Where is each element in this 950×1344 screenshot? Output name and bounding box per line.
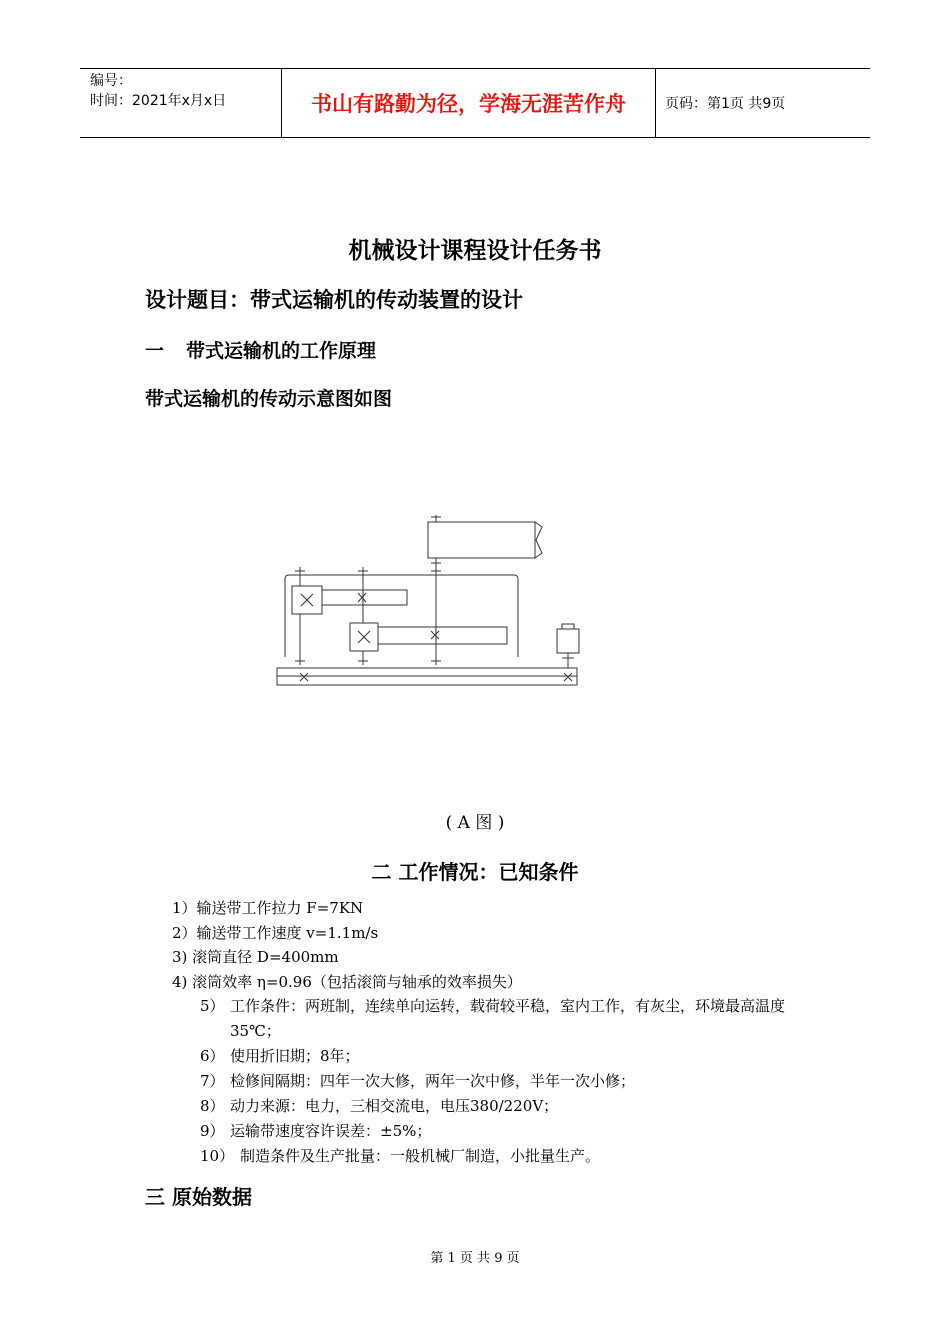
condition-4: 4) 滚筒效率 η=0.96（包括滚筒与轴承的效率损失） (172, 973, 522, 991)
design-subject: 设计题目：带式运输机的传动装置的设计 (145, 288, 523, 312)
number-label: 编号： (90, 73, 132, 89)
diagram-description: 带式运输机的传动示意图如图 (145, 388, 393, 410)
section-1-title: 带式运输机的工作原理 (186, 340, 377, 362)
section-2-heading: 二 工作情况：已知条件 (371, 860, 579, 884)
condition-2: 2）输送带工作速度 v=1.1m/s (172, 924, 379, 942)
section-1-heading (145, 336, 376, 363)
figure-caption: ( A 图 ) (445, 813, 505, 833)
list-item: 5） 工作条件：两班制，连续单向运转，载荷较平稳，室内工作，有灰尘，环境最高温度35℃； (200, 997, 786, 1040)
page-footer: 第 1 页 共 9 页 (430, 1251, 520, 1266)
list-item: 9） 运输带速度容许误差：±5%； (200, 1122, 432, 1140)
document-title: 机械设计课程设计任务书 (348, 238, 602, 264)
header-meta (80, 69, 282, 137)
section-1-number: 一 (145, 340, 165, 362)
section-3-heading: 三 原始数据 (145, 1185, 252, 1209)
time-label: 时间：2021年x月x日 (90, 93, 227, 109)
condition-list (200, 994, 820, 1169)
transmission-diagram (270, 505, 590, 690)
condition-1: 1）输送带工作拉力 F=7KN (172, 899, 364, 917)
header-motto: 书山有路勤为径，学海无涯苦作舟 (282, 69, 656, 137)
header-table (80, 68, 870, 138)
condition-3: 3) 滚筒直径 D=400mm (172, 948, 339, 966)
header-page-label: 页码：第1页 共9页 (665, 96, 786, 112)
list-item: 8） 动力来源：电力，三相交流电，电压380/220V； (200, 1097, 559, 1115)
list-item: 6） 使用折旧期；8年； (200, 1047, 360, 1065)
list-item: 10） 制造条件及生产批量：一般机械厂制造，小批量生产。 (200, 1147, 601, 1165)
list-item: 7） 检修间隔期：四年一次大修，两年一次中修，半年一次小修； (200, 1072, 636, 1090)
